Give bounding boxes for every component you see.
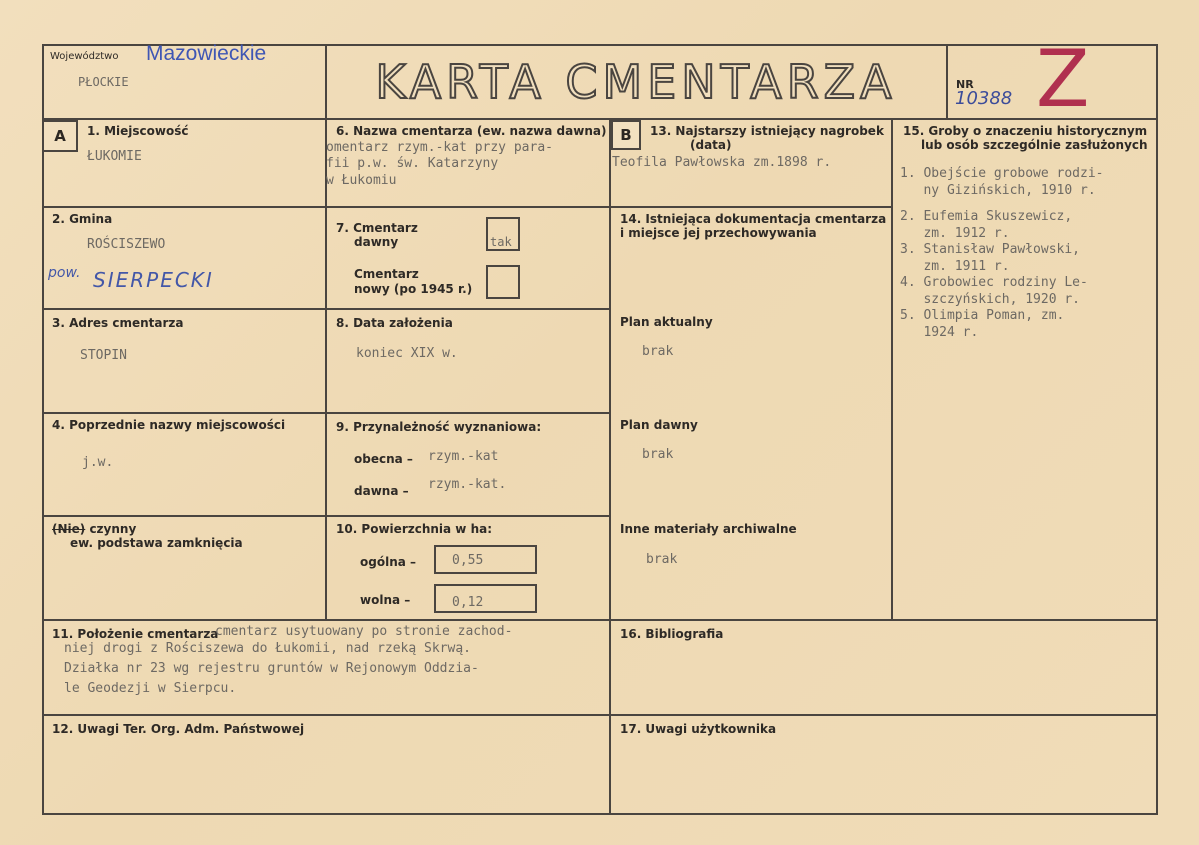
powiat-label: pow. bbox=[48, 265, 81, 281]
field6-line3: w Łukomiu bbox=[326, 173, 397, 188]
header-nr-divider bbox=[946, 44, 948, 120]
field7-nowy1: Cmentarz bbox=[354, 267, 419, 281]
inne-label: Inne materiały archiwalne bbox=[620, 522, 797, 536]
row-line-1 bbox=[42, 206, 609, 208]
nowy-checkbox bbox=[486, 265, 520, 299]
field11-line1: cmentarz usytuowany po stronie zachod- bbox=[215, 624, 513, 639]
section-b-badge: B bbox=[611, 120, 641, 150]
field7-dawny: dawny bbox=[354, 235, 399, 249]
field15-label: 15. Groby o znaczeniu historycznym bbox=[903, 124, 1148, 138]
wojewodztwo-stamp: Mazowieckie bbox=[146, 42, 267, 65]
plan-dawny-value: brak bbox=[642, 447, 674, 462]
field8-value: koniec XIX w. bbox=[356, 346, 458, 361]
ogolna-box bbox=[434, 545, 537, 574]
field15-line: 5. Olimpia Poman, zm. bbox=[900, 308, 1065, 323]
field14-label2: i miejsce jej przechowywania bbox=[620, 226, 817, 240]
field15-list bbox=[900, 166, 1104, 341]
field15-line: zm. 1911 r. bbox=[900, 258, 1010, 274]
field17-label: 17. Uwagi użytkownika bbox=[620, 722, 777, 736]
field5-strike: (Nie) bbox=[52, 522, 86, 536]
row-line-4 bbox=[42, 515, 609, 517]
field10-ogolna: ogólna – bbox=[360, 555, 417, 569]
category-letter: Z bbox=[1036, 35, 1090, 125]
field9-obecna: obecna – bbox=[354, 452, 413, 466]
field5-rest: czynny bbox=[85, 522, 137, 536]
field16-label: 16. Bibliografia bbox=[620, 627, 724, 641]
plan-aktualny-value: brak bbox=[642, 344, 674, 359]
row-line-b1 bbox=[609, 206, 891, 208]
field11-line3: Działka nr 23 wg rejestru gruntów w Rejonowym Oddzia- bbox=[64, 661, 479, 676]
field6-label: 6. Nazwa cmentarza (ew. nazwa dawna) bbox=[336, 124, 607, 138]
powiat-value: SIERPECKI bbox=[93, 268, 214, 292]
section-a-badge: A bbox=[42, 120, 78, 152]
nr-value: 10388 bbox=[955, 88, 1013, 109]
field13-label2: (data) bbox=[690, 138, 732, 152]
frame-bottom bbox=[42, 813, 1158, 815]
row-line-6 bbox=[42, 714, 1158, 716]
field3-value: STOPIN bbox=[80, 348, 127, 363]
field6-line1: omentarz rzym.-kat przy para- bbox=[326, 140, 553, 155]
wolna-box bbox=[434, 584, 537, 613]
old-wojewodztwo: PŁOCKIE bbox=[78, 75, 129, 89]
field11-label: 11. Położenie cmentarza bbox=[52, 627, 219, 641]
field10-wolna: wolna – bbox=[360, 593, 411, 607]
dawny-checkbox-value: tak bbox=[490, 235, 512, 249]
field15-line: 4. Grobowiec rodziny Le- bbox=[900, 275, 1088, 290]
field15-line: szczyńskich, 1920 r. bbox=[900, 291, 1081, 307]
plan-dawny-label: Plan dawny bbox=[620, 418, 698, 432]
dawny-checkbox bbox=[486, 217, 520, 251]
field10-label: 10. Powierzchnia w ha: bbox=[336, 522, 493, 536]
field9-dawna-value: rzym.-kat. bbox=[428, 477, 507, 492]
field15-line: 2. Eufemia Skuszewicz, bbox=[900, 209, 1073, 224]
field9-label: 9. Przynależność wyznaniowa: bbox=[336, 420, 542, 434]
wojewodztwo-label: Województwo bbox=[50, 51, 119, 62]
field3-label: 3. Adres cmentarza bbox=[52, 316, 184, 330]
row-line-2 bbox=[42, 308, 609, 310]
field9-dawna: dawna – bbox=[354, 484, 409, 498]
wolna-value: 0,12 bbox=[452, 595, 484, 610]
field15-line: 3. Stanisław Pawłowski, bbox=[900, 242, 1081, 257]
field15-line: ny Gizińskich, 1910 r. bbox=[900, 182, 1096, 198]
row-line-5 bbox=[42, 619, 1158, 621]
col-divider-1 bbox=[325, 44, 327, 620]
ogolna-value: 0,55 bbox=[452, 553, 484, 568]
card-title: KARTA CMENTARZA bbox=[375, 55, 897, 109]
inne-value: brak bbox=[646, 552, 678, 567]
field6-line2: fii p.w. św. Katarzyny bbox=[326, 156, 499, 171]
header-divider bbox=[42, 118, 1158, 120]
field8-label: 8. Data założenia bbox=[336, 316, 453, 330]
col-divider-2 bbox=[609, 118, 611, 815]
field7-label: 7. Cmentarz bbox=[336, 221, 418, 235]
field15-label2: lub osób szczególnie zasłużonych bbox=[921, 138, 1148, 152]
frame-right bbox=[1156, 44, 1158, 815]
field4-value: j.w. bbox=[82, 455, 114, 470]
field13-value: Teofila Pawłowska zm.1898 r. bbox=[612, 155, 832, 170]
field2-label: 2. Gmina bbox=[52, 212, 113, 226]
nr-label: NR bbox=[956, 78, 974, 91]
field7-nowy2: nowy (po 1945 r.) bbox=[354, 282, 473, 296]
field4-label: 4. Poprzednie nazwy miejscowości bbox=[52, 418, 286, 432]
field11-line2: niej drogi z Rościszewa do Łukomii, nad rzeką Skrwą. bbox=[64, 641, 471, 656]
field2-value: ROŚCISZEWO bbox=[87, 237, 166, 252]
field12-label: 12. Uwagi Ter. Org. Adm. Państwowej bbox=[52, 722, 305, 736]
field1-label: 1. Miejscowość bbox=[87, 124, 189, 138]
plan-aktualny-label: Plan aktualny bbox=[620, 315, 713, 329]
frame-left bbox=[42, 44, 44, 815]
field9-obecna-value: rzym.-kat bbox=[428, 449, 499, 464]
col-divider-3 bbox=[891, 118, 893, 620]
field5-label2: ew. podstawa zamknięcia bbox=[70, 536, 243, 550]
row-line-3 bbox=[42, 412, 609, 414]
field1-value: ŁUKOMIE bbox=[87, 149, 142, 164]
field15-line: 1. Obejście grobowe rodzi- bbox=[900, 166, 1104, 181]
field15-line: 1924 r. bbox=[900, 324, 979, 340]
field13-label: 13. Najstarszy istniejący nagrobek bbox=[650, 124, 884, 138]
field5-label bbox=[52, 522, 136, 536]
field14-label: 14. Istniejąca dokumentacja cmentarza bbox=[620, 212, 887, 226]
field15-line: zm. 1912 r. bbox=[900, 225, 1010, 241]
field11-line4: le Geodezji w Sierpcu. bbox=[64, 681, 237, 696]
